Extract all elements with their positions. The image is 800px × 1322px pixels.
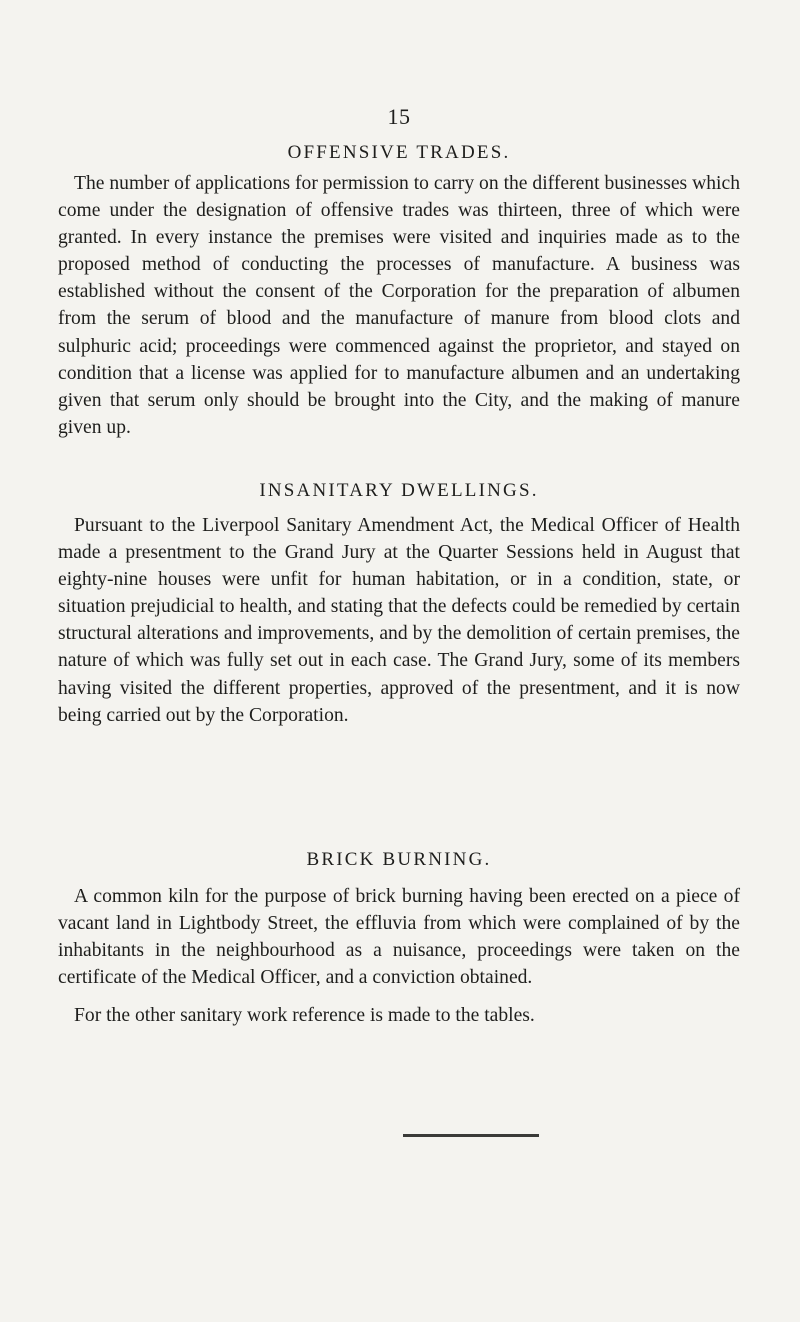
closing-paragraph: For the other sanitary work reference is made to the tables.	[74, 1005, 535, 1026]
section-brick-burning	[58, 849, 740, 991]
section-paragraph: A common kiln for the purpose of brick burning having been erected on a piece of vacant land in Lightbody Street, the effluvia from which were complained of by the inhabitants in the neighbourhood as a nuisance, proceedings were taken on the certificate of the Medical Officer, and a conviction obtained.	[58, 886, 740, 989]
section-offensive-trades	[58, 142, 740, 441]
page-number: 15	[387, 104, 411, 129]
section-heading: INSANITARY DWELLINGS.	[259, 480, 539, 501]
document-page	[58, 0, 740, 1322]
section-paragraph: Pursuant to the Liverpool Sanitary Amendment Act, the Medical Officer of Health made a presentment to the Grand Jury at the Quarter Sessions held in August that eighty-nine houses were unfit for human habitation, or in a condition, state, or situation prejudicial to health, and stating that the defects could be remedied by certain structural alterations and improvements, and by the demolition of certain premises, the nature of which was fully set out in each case. The Grand Jury, some of its members having visited the different properties, approved of the presentment, and it is now being carried out by the Corporation.	[58, 515, 740, 726]
end-rule-divider	[403, 1134, 539, 1137]
section-paragraph: The number of applications for permission to carry on the different businesses which come under the designation of offensive trades was thirteen, three of which were granted. In every instance the premises were visited and inquiries made as to the proposed method of conducting the processes of manufacture. A business was established without the consent of the Corporation for the preparation of albumen from the serum of blood and the manufacture of manure from blood clots and sulphuric acid; proceedings were commenced against the proprietor, and stayed on condition that a license was applied for to manufacture albumen and an undertaking given that serum only should be brought into the City, and the making of manure given up.	[58, 173, 740, 438]
section-heading: BRICK BURNING.	[306, 849, 492, 870]
section-insanitary-dwellings	[58, 480, 740, 729]
section-closing-note	[58, 1002, 740, 1029]
section-heading: OFFENSIVE TRADES.	[287, 142, 511, 163]
